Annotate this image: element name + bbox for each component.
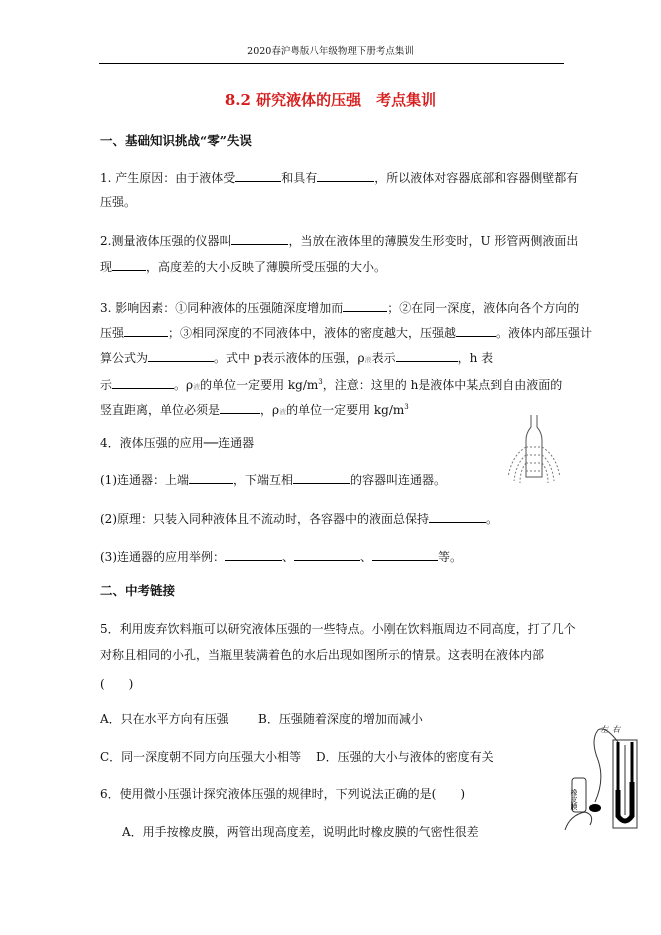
blank bbox=[317, 169, 374, 182]
text: 等。 bbox=[438, 550, 463, 564]
text: ，所以液体对容器底部和容器侧壁都有 bbox=[374, 171, 579, 185]
text: 。ρ bbox=[174, 378, 194, 392]
superscript: 3 bbox=[404, 403, 409, 411]
q2-line2 bbox=[100, 258, 386, 275]
header-rule bbox=[99, 63, 564, 64]
text: 竖直距离，单位必须是 bbox=[100, 403, 221, 417]
text: ，注意：这里的 h是液体中某点到自由液面的 bbox=[322, 378, 563, 392]
q4-p3 bbox=[100, 548, 462, 565]
text: 。 bbox=[486, 512, 499, 526]
q6-option-a: A．用手按橡皮膜，两管出现高度差，说明此时橡皮膜的气密性很差 bbox=[122, 825, 479, 839]
text: 1. 产生原因：由于液体受 bbox=[100, 171, 236, 185]
blank bbox=[429, 510, 486, 523]
text: ，当放在液体里的薄膜发生形变时，U 形管两侧液面出 bbox=[288, 234, 579, 248]
q5-line2: 对称且相同的小孔，当瓶里装满着色的水后出现如图所示的情景。这表明在液体内部 bbox=[100, 648, 545, 662]
blank bbox=[220, 401, 260, 414]
text: ，h 表 bbox=[457, 351, 494, 365]
gauge-right-label: 右 bbox=[612, 725, 620, 734]
q5-option-a: A．只在水平方向有压强 bbox=[100, 712, 229, 726]
q2-line1 bbox=[100, 232, 578, 249]
blank bbox=[225, 548, 282, 561]
text: ，高度差的大小反映了薄膜所受压强的大小。 bbox=[146, 260, 387, 274]
text: 2.测量液体压强的仪器叫 bbox=[100, 234, 232, 248]
text: ，下端互相 bbox=[233, 473, 294, 487]
blank bbox=[456, 324, 496, 337]
blank bbox=[294, 548, 360, 561]
q5-line1: 5．利用废弃饮料瓶可以研究液体压强的一些特点。小刚在饮料瓶周边不同高度，打了几个 bbox=[100, 622, 576, 636]
blank bbox=[293, 471, 350, 484]
q3-line1 bbox=[100, 299, 579, 316]
blank bbox=[112, 376, 174, 389]
q3-line2 bbox=[100, 324, 592, 341]
q5-option-b: B．压强随着深度的增加而减小 bbox=[258, 712, 423, 726]
text: 、 bbox=[282, 550, 295, 564]
text: 表示 bbox=[371, 351, 396, 365]
subscript: 液 bbox=[279, 408, 287, 416]
q4-title: 4．液体压强的应用──连通器 bbox=[100, 436, 255, 450]
text: 压强 bbox=[100, 326, 125, 340]
pressure-gauge-figure bbox=[560, 720, 660, 840]
text: (1)连通器：上端 bbox=[100, 473, 189, 487]
q5-option-c: C．同一深度朝不同方向压强大小相等 bbox=[100, 750, 302, 764]
section-2-heading: 二、中考链接 bbox=[100, 583, 176, 598]
q4-p2 bbox=[100, 510, 498, 527]
blank bbox=[231, 232, 288, 245]
blank bbox=[189, 471, 233, 484]
blank bbox=[235, 169, 281, 182]
blank bbox=[396, 349, 458, 362]
text: (2)原理：只装入同种液体且不流动时，各容器中的液面总保持 bbox=[100, 512, 430, 526]
q1-line2: 压强。 bbox=[100, 195, 137, 209]
page-title: 8.2 研究液体的压强 考点集训 bbox=[224, 91, 437, 109]
page-header: 2020春沪粤版八年级物理下册考点集训 bbox=[247, 46, 414, 57]
subscript: 液 bbox=[193, 383, 201, 391]
text: 。液体内部压强计 bbox=[496, 326, 593, 340]
q6-line1: 6．使用微小压强计探究液体压强的规律时，下列说法正确的是( ) bbox=[100, 787, 466, 801]
text: ；②在同一深度，液体向各个方向的 bbox=[387, 301, 580, 315]
text: 。式中 p表示液体的压强，ρ bbox=[214, 351, 365, 365]
q5-answer-paren: ( ) bbox=[100, 677, 134, 691]
text: ；③相同深度的不同液体中，液体的密度越大，压强越 bbox=[168, 326, 457, 340]
gauge-left-label: 左 bbox=[600, 725, 608, 734]
text: (3)连通器的应用举例： bbox=[100, 550, 225, 564]
q5-option-d: D．压强的大小与液体的密度有关 bbox=[316, 750, 494, 764]
text: 的单位一定要用 kg/m bbox=[200, 378, 319, 392]
text: 算公式为 bbox=[100, 351, 149, 365]
text: 和具有 bbox=[281, 171, 318, 185]
blank bbox=[148, 349, 214, 362]
q3-line5 bbox=[100, 399, 409, 420]
text: 3. 影响因素：①同种液体的压强随深度增加而 bbox=[100, 301, 344, 315]
text: 的容器叫连通器。 bbox=[350, 473, 447, 487]
membrane-label: 橡皮膜 bbox=[570, 789, 578, 810]
text: 的单位一定要用 kg/m bbox=[286, 403, 405, 417]
blank bbox=[343, 299, 387, 312]
text: 现 bbox=[100, 260, 113, 274]
blank bbox=[124, 324, 168, 337]
q4-p1 bbox=[100, 471, 446, 488]
bottle-figure bbox=[500, 415, 590, 495]
text: 、 bbox=[360, 550, 373, 564]
blank bbox=[372, 548, 438, 561]
superscript: 3 bbox=[318, 378, 323, 386]
text: ，ρ bbox=[260, 403, 280, 417]
q3-line4 bbox=[100, 374, 562, 395]
q1-line1 bbox=[100, 169, 578, 186]
subscript: 液 bbox=[364, 356, 372, 364]
blank bbox=[112, 258, 146, 271]
q3-line3 bbox=[100, 349, 493, 368]
text: 示 bbox=[100, 378, 113, 392]
section-1-heading: 一、基础知识挑战“零”失误 bbox=[100, 133, 252, 148]
